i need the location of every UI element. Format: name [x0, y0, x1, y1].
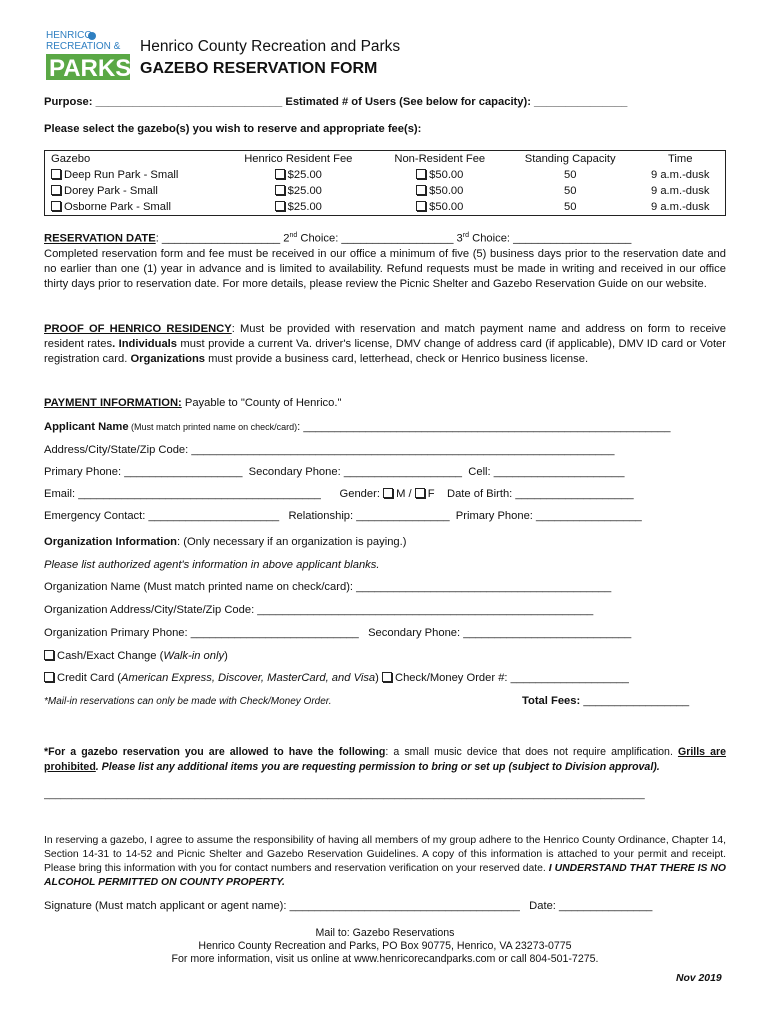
third-sup: rd: [462, 232, 469, 239]
nonresident-fee: $50.00: [429, 201, 464, 213]
payment-info-line: [44, 397, 341, 409]
secondary-phone-field[interactable]: Secondary Phone: ___________________: [248, 466, 463, 478]
credit-label: Credit Card (: [57, 672, 122, 684]
resident-fee: $25.00: [287, 185, 322, 197]
alcohol-notice: I UNDERSTAND THAT THERE IS NO ALCOHOL PERMITTED ON COUNTY PROPERTY.: [44, 863, 726, 888]
credit-italic: American Express, Discover, MasterCard, and Visa: [121, 672, 376, 684]
org-name: Henrico County Recreation and Parks: [140, 38, 401, 55]
applicant-name-label: Applicant Name: [44, 421, 129, 433]
reservation-date-label: RESERVATION DATE: [44, 232, 156, 245]
org-name-field[interactable]: Organization Name (Must match printed name on check/card): _________________________________________: [44, 581, 612, 593]
cash-checkbox[interactable]: [44, 650, 54, 660]
credit-end: ): [375, 672, 379, 684]
cell-phone-field[interactable]: Cell: _____________________: [468, 466, 625, 478]
org-info-note: : (Only necessary if an organization is paying.): [177, 536, 407, 548]
total-fees-label: Total Fees:: [522, 695, 581, 707]
third-choice-num: 3: [456, 232, 463, 245]
notice-bold-start: *For a gazebo reservation you are allowed to have the following: [44, 746, 386, 758]
table-header-row: [45, 151, 726, 168]
form-title: GAZEBO RESERVATION FORM: [140, 60, 378, 77]
check-field[interactable]: Check/Money Order #: ___________________: [395, 672, 629, 684]
gender-f-label: F: [427, 488, 435, 500]
credit-option: [44, 672, 629, 684]
logo-text-2: RECREATION &: [46, 41, 121, 52]
gender-f-checkbox[interactable]: [415, 488, 425, 498]
third-choice-field[interactable]: Choice: ___________________: [469, 232, 632, 245]
residency-text-3: must provide a business card, letterhead, check or Henrico business license.: [205, 353, 589, 365]
gazebo-name: Deep Run Park - Small: [64, 169, 179, 181]
time: 9 a.m.-dusk: [650, 185, 710, 197]
more-info: For more information, visit us online at www.henricorecandparks.com or call 804-501-7275.: [171, 953, 599, 965]
purpose-line: [44, 96, 627, 108]
cash-label: Cash/Exact Change (: [57, 650, 164, 662]
notice-grills: Grills are prohibited: [44, 746, 727, 773]
checkbox-deep-run[interactable]: [51, 169, 61, 179]
total-fees-field[interactable]: _________________: [580, 695, 690, 707]
org-instructions: Please list authorized agent's information in above applicant blanks.: [44, 559, 380, 571]
table-row: [45, 183, 726, 199]
time: 9 a.m.-dusk: [650, 201, 710, 213]
reservation-text: Completed reservation form and fee must be received in our office a minimum of five (5) business days prior to the reservation date and no earlier than one (1) year in advance and is limited to availability. Refund requests must be made in writing and received in our office thirty days prior to reservation date. For more details, please review the Picnic Shelter and Gazebo Reservation Guide on our website.: [44, 248, 726, 290]
signature-field[interactable]: Signature (Must match applicant or agent name): _____________________________________: [44, 900, 520, 912]
mail-note: *Mail-in reservations can only be made with Check/Money Order.: [44, 696, 332, 707]
residency-text-2: must provide a current Va. driver's license, DMV change of address card (if applicable), DMV ID card or Voter registration card.: [44, 338, 727, 365]
residency-bold-1: . Individuals: [112, 338, 178, 350]
phone-line: [44, 466, 624, 478]
first-choice-field[interactable]: : ___________________: [155, 232, 281, 245]
relationship-field[interactable]: Relationship: _______________: [288, 510, 450, 522]
logo-text-1: HENRICO: [46, 30, 93, 41]
users-field[interactable]: Estimated # of Users (See below for capacity): _______________: [285, 96, 628, 108]
gazebo-fee-table: [44, 150, 726, 216]
check-checkbox[interactable]: [382, 672, 392, 682]
col-nonresident-fee: Non-Resident Fee: [394, 153, 486, 165]
checkbox-dorey-nonresident[interactable]: [416, 185, 426, 195]
capacity: 50: [563, 201, 577, 213]
resident-fee: $25.00: [287, 169, 322, 181]
emergency-contact-field[interactable]: Emergency Contact: _____________________: [44, 510, 280, 522]
col-capacity: Standing Capacity: [524, 153, 616, 165]
payable-text: Payable to "County of Henrico.": [181, 397, 342, 409]
revision-date: Nov 2019: [676, 973, 722, 984]
gazebo-name: Osborne Park - Small: [64, 201, 171, 213]
org-address-field[interactable]: Organization Address/City/State/Zip Code: ______________________________________________________: [44, 604, 594, 616]
agreement-text: In reserving a gazebo, I agree to assume the responsibility of having all members of my group adhere to the Henrico County Ordinance, Chapter 14, Section 14-31 to 14-52 and Picnic Shelter and Gazebo Reservation Guidelines. A copy of this information is attached to your permit and receipt. Please bring this information with you for contact numbers and reservation verification on your reserved date.: [44, 835, 726, 874]
email-field[interactable]: Email: _______________________________________: [44, 488, 321, 500]
table-row: [45, 167, 726, 183]
select-prompt: Please select the gazebo(s) you wish to reserve and appropriate fee(s):: [44, 123, 422, 135]
credit-checkbox[interactable]: [44, 672, 54, 682]
reservation-date-line: [44, 232, 631, 245]
second-sup: nd: [289, 232, 298, 239]
email-line: [44, 488, 634, 500]
checkbox-dorey[interactable]: [51, 185, 61, 195]
second-choice-num: 2: [283, 232, 290, 245]
cash-option: [44, 650, 228, 662]
cash-italic: Walk-in only: [163, 650, 225, 662]
org-secondary-phone-field[interactable]: Secondary Phone: ___________________________: [368, 627, 632, 639]
address-field[interactable]: Address/City/State/Zip Code: ____________________________________________________________________: [44, 444, 615, 456]
col-resident-fee: Henrico Resident Fee: [244, 153, 353, 165]
residency-label: PROOF OF HENRICO RESIDENCY: [44, 323, 232, 335]
mail-address: Henrico County Recreation and Parks, PO Box 90775, Henrico, VA 23273-0775: [198, 940, 572, 952]
gazebo-notice: [44, 745, 726, 775]
capacity: 50: [563, 185, 577, 197]
checkbox-deep-run-nonresident[interactable]: [416, 169, 426, 179]
capacity: 50: [563, 169, 577, 181]
col-time: Time: [667, 153, 693, 165]
org-primary-phone-field[interactable]: Organization Primary Phone: ___________________________: [44, 627, 359, 639]
applicant-name-field[interactable]: : ___________________________________________________________: [297, 421, 671, 433]
residency-paragraph: [44, 322, 726, 367]
notice-normal: : a small music device that does not require amplification.: [385, 746, 678, 758]
checkbox-osborne-resident[interactable]: [275, 201, 285, 211]
applicant-name-note: (Must match printed name on check/card): [128, 422, 298, 432]
resident-fee: $25.00: [287, 201, 322, 213]
org-info-line: [44, 536, 406, 548]
checkbox-dorey-resident[interactable]: [275, 185, 285, 195]
purpose-field[interactable]: Purpose: ______________________________: [44, 96, 283, 108]
dob-field[interactable]: Date of Birth: ___________________: [447, 488, 634, 500]
payment-info-label: PAYMENT INFORMATION:: [44, 397, 182, 409]
henrico-parks-logo: [44, 26, 132, 82]
cash-end: ): [224, 650, 228, 662]
nonresident-fee: $50.00: [429, 169, 464, 181]
applicant-name-line: [44, 421, 670, 433]
org-info-label: Organization Information: [44, 536, 178, 548]
primary-phone-field[interactable]: Primary Phone: ___________________: [44, 466, 243, 478]
logo-text-3: PARKS: [49, 55, 132, 82]
gazebo-name: Dorey Park - Small: [64, 185, 158, 197]
table-row: [45, 199, 726, 216]
emergency-line: [44, 510, 642, 522]
checkbox-deep-run-resident[interactable]: [275, 169, 285, 179]
gender-label: Gender:: [339, 488, 380, 500]
gender-m-label: M /: [396, 488, 412, 500]
residency-text-1: : Must be provided with reservation and match payment name and address on form to receive resident rates: [44, 323, 726, 350]
checkbox-osborne-nonresident[interactable]: [416, 201, 426, 211]
gender-m-checkbox[interactable]: [383, 488, 393, 498]
checkbox-osborne[interactable]: [51, 201, 61, 211]
date-field[interactable]: Date: _______________: [529, 900, 653, 912]
total-fees-line: [522, 695, 689, 707]
second-choice-field[interactable]: Choice: __________________: [297, 232, 454, 245]
signature-line: [44, 900, 652, 912]
notice-bold-end: . Please list any additional items you are requesting permission to bring or set up (subject to Division approval).: [95, 761, 660, 773]
additional-items-field[interactable]: ____________________________________________________________________________________________________________: [44, 789, 645, 800]
nonresident-fee: $50.00: [429, 185, 464, 197]
emergency-phone-field[interactable]: Primary Phone: _________________: [455, 510, 642, 522]
residency-bold-2: Organizations: [130, 353, 206, 365]
col-gazebo: Gazebo: [51, 153, 91, 165]
mail-to: Mail to: Gazebo Reservations: [315, 927, 455, 939]
org-phone-line: [44, 627, 631, 639]
agreement-paragraph: [44, 834, 726, 890]
time: 9 a.m.-dusk: [650, 169, 710, 181]
